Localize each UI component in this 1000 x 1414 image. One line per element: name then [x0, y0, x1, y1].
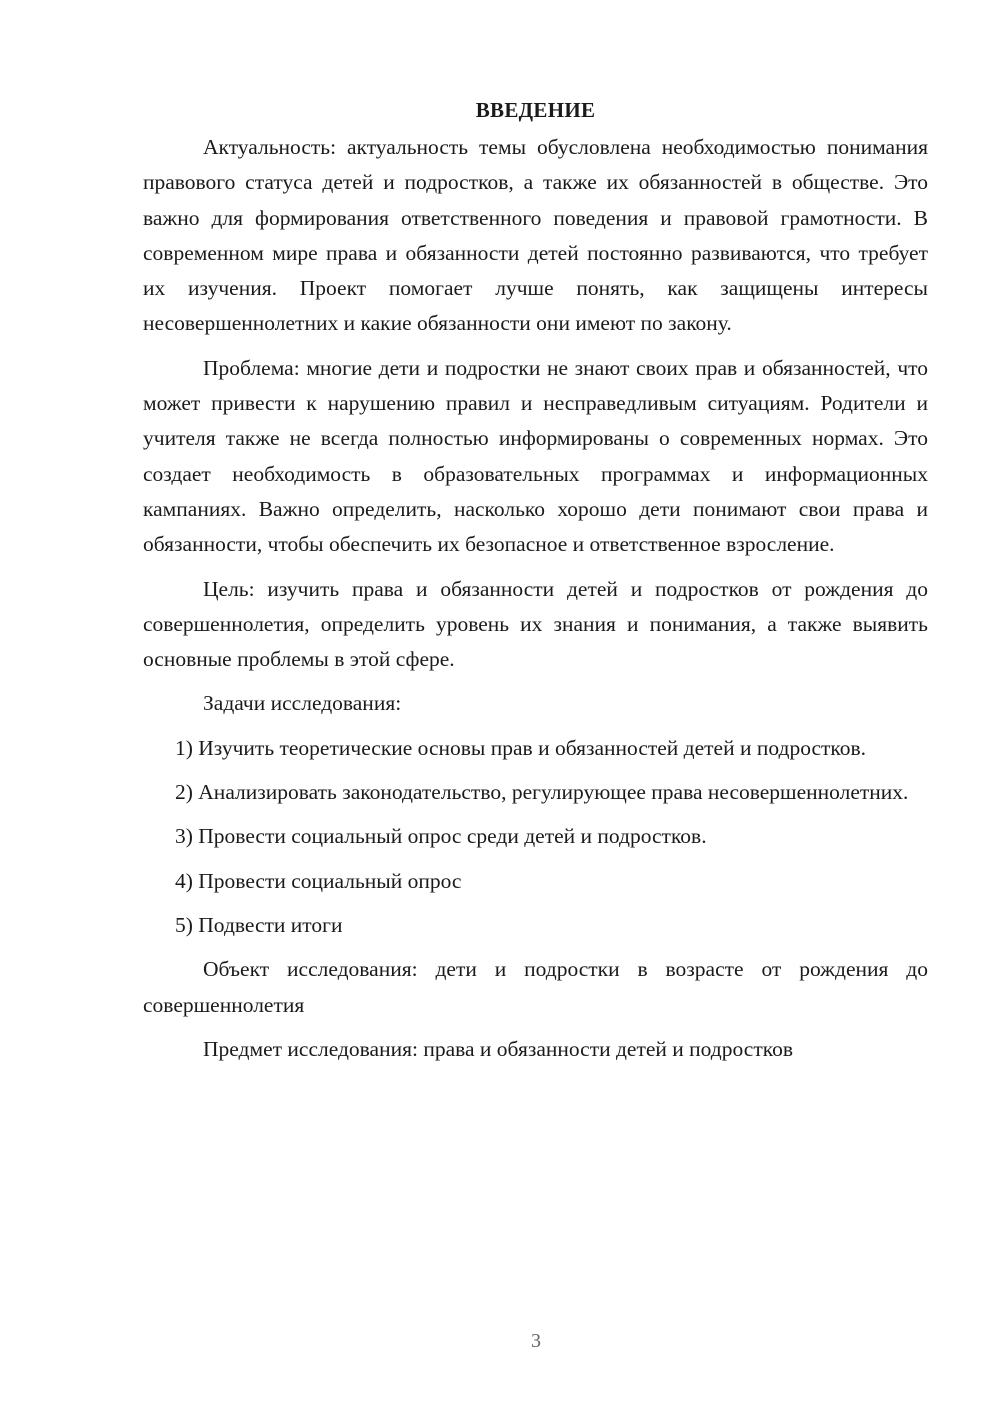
document-page [143, 92, 928, 1076]
task-item-4: 4) Провести социальный опрос [175, 868, 462, 893]
section-title: ВВЕДЕНИЕ [475, 98, 596, 122]
task-item-5: 5) Подвести итоги [175, 912, 343, 937]
page-number: 3 [531, 1330, 541, 1352]
paragraph-goal: Цель: изучить права и обязанности детей и подростков от рождения до совершеннолетия, определить уровень их знания и понимания, а также выявить основные проблемы в этой сфере. [143, 576, 928, 672]
paragraph-object: Объект исследования: дети и подростки в возрасте от рождения до совершеннолетия [143, 957, 928, 1017]
paragraph-problem: Проблема: многие дети и подростки не знают своих прав и обязанностей, что может привести к нарушению правил и несправедливым ситуациям. Родители и учителя также не всегда полностью информированы о современных нормах. Это создает необходимость в образовательных программах и информационных кампаниях. Важно определить, насколько хорошо дети понимают свои права и обязанности, чтобы обеспечить их безопасное и ответственное взросление. [143, 355, 928, 557]
paragraph-subject: Предмет исследования: права и обязанности детей и подростков [203, 1036, 793, 1061]
task-item-1: 1) Изучить теоретические основы прав и обязанностей детей и подростков. [175, 735, 867, 760]
task-item-2: 2) Анализировать законодательство, регулирующее права несовершеннолетних. [175, 780, 909, 805]
paragraph-relevance: Актуальность: актуальность темы обусловлена необходимостью понимания правового статуса детей и подростков, а также их обязанностей в обществе. Это важно для формирования ответственного поведения и правовой грамотности. В современном мире права и обязанности детей постоянно развиваются, что требует их изучения. Проект помогает лучше понять, как защищены интересы несовершеннолетних и какие обязанности они имеют по закону. [143, 135, 928, 336]
task-item-3: 3) Провести социальный опрос среди детей и подростков. [175, 824, 707, 849]
tasks-heading: Задачи исследования: [203, 691, 402, 716]
